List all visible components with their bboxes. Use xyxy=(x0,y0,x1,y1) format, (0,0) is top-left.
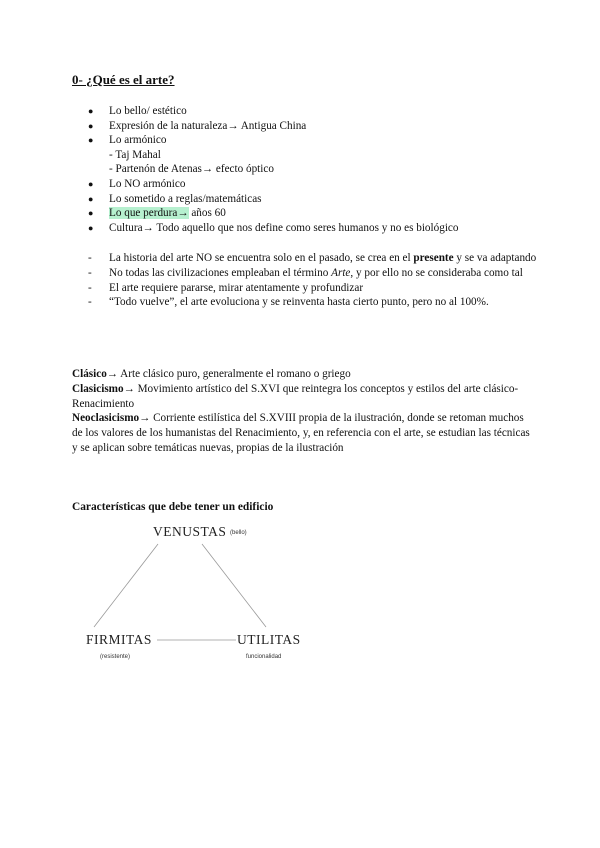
list-item: ● Expresión de la naturaleza→ Antigua China xyxy=(88,119,307,132)
definition-clasicismo: Clasicismo→ Movimiento artístico del S.XVI que reintegra los conceptos y estilos del arte clásico- Renacimiento xyxy=(72,382,519,410)
definitions xyxy=(72,367,532,456)
bullet-icon: ● xyxy=(88,135,94,146)
bullet-icon: ● xyxy=(88,208,94,219)
dash-icon: - xyxy=(88,296,92,309)
dash-icon: - xyxy=(88,266,92,279)
dash-icon: - xyxy=(88,281,92,294)
list-item: ● Lo armónico - Taj Mahal - Partenón de Atenas→ efecto óptico xyxy=(88,133,459,177)
page-title: 0- ¿Qué es el arte? xyxy=(72,72,175,87)
label-firmitas: FIRMITAS xyxy=(86,632,152,647)
dash-list xyxy=(88,251,538,310)
list-item: ● Cultura→ Todo aquello que nos define como seres humanos y no es biológico xyxy=(88,221,459,234)
list-item: ● Lo sometido a reglas/matemáticas xyxy=(88,192,262,205)
note-resistente: (resistente) xyxy=(100,654,131,660)
sub-item: - Partenón de Atenas→ efecto óptico xyxy=(109,163,274,176)
definition-neoclasicismo: Neoclasicismo→ Corriente estilística del S.XVIII propia de la ilustración, donde se retoman muchos de los valores de los humanistas del Renacimiento, y, en referencia con el arte, se estudian las técnicas y se aplican sobre temáticas nuevas, propias de la ilustración xyxy=(72,412,530,454)
definition-clasico: Clásico→ Arte clásico puro, generalmente el romano o griego xyxy=(72,368,351,380)
dash-icon: - xyxy=(88,252,92,264)
list-item: ● Lo NO armónico xyxy=(88,177,186,190)
bullet-icon: ● xyxy=(88,120,94,131)
list-item: - No todas las civilizaciones empleaban el término Arte, y por ello no se consideraba como tal xyxy=(88,266,523,279)
label-utilitas: UTILITAS xyxy=(237,632,301,647)
right-edge xyxy=(202,544,266,627)
bullet-icon: ● xyxy=(88,193,94,204)
bullet-icon: ● xyxy=(88,106,94,116)
sub-item: - Taj Mahal xyxy=(109,148,161,161)
section-heading: Características que debe tener un edificio xyxy=(72,501,274,513)
bullet-list xyxy=(88,104,459,235)
list-item: - “Todo vuelve”, el arte evoluciona y se reinventa hasta cierto punto, pero no al 100%. xyxy=(88,296,489,309)
label-venustas: VENUSTAS xyxy=(153,524,227,539)
list-item: ● Lo bello/ estético xyxy=(88,105,187,117)
bullet-icon: ● xyxy=(88,178,94,189)
list-item: ● Lo que perdura→ años 60 xyxy=(88,207,226,220)
vitruvian-triangle-diagram xyxy=(80,520,320,670)
bullet-icon: ● xyxy=(88,222,94,233)
list-item: - La historia del arte NO se encuentra solo en el pasado, se crea en el presente y se va adaptando xyxy=(88,252,537,264)
list-item: - El arte requiere pararse, mirar atentamente y profundizar xyxy=(88,281,364,294)
left-edge xyxy=(94,544,158,627)
note-bello: (bello) xyxy=(230,530,247,536)
note-funcionalidad: funcionalidad xyxy=(246,654,282,660)
highlighted-text: Lo que perdura→ xyxy=(109,207,189,220)
